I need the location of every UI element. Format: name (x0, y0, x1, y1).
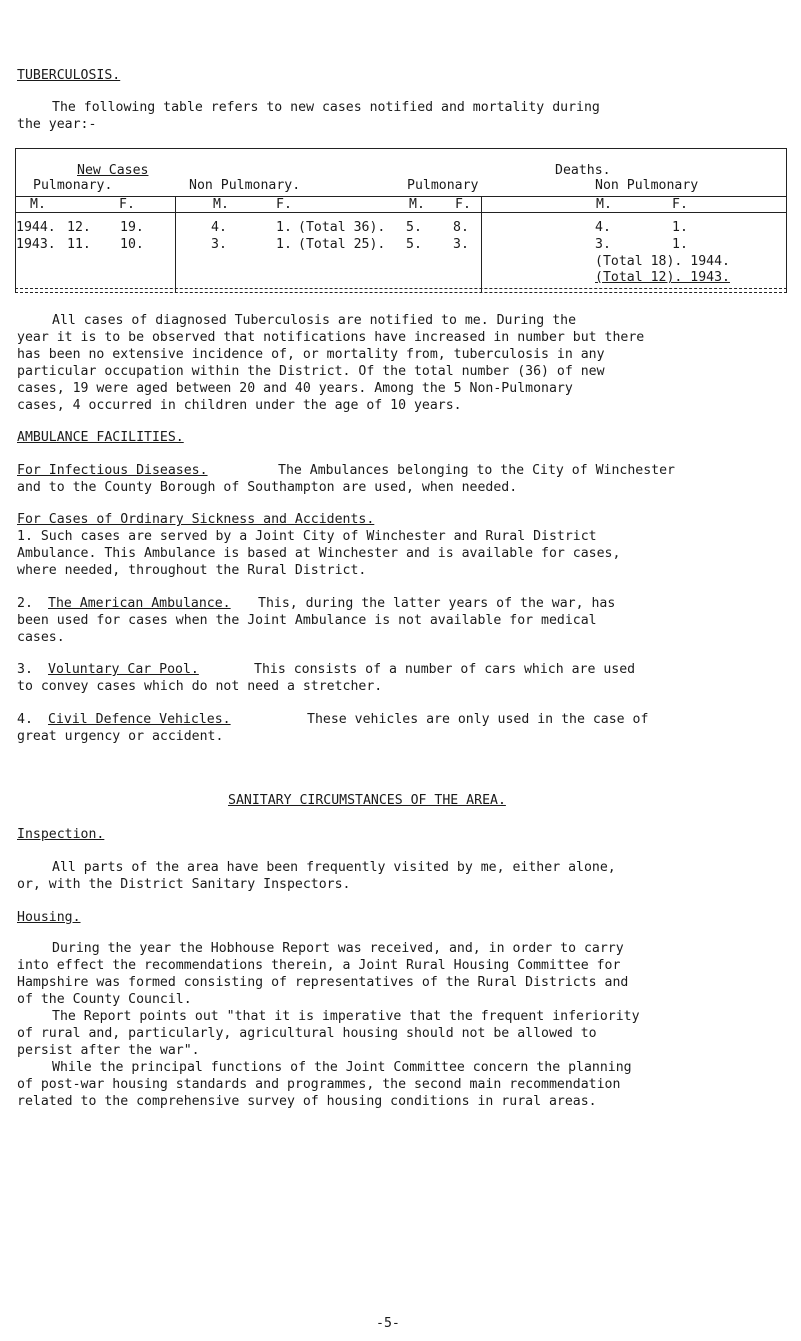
row-1944-nn-m: 4. (211, 220, 227, 235)
p1-line-3: has been no extensive incidence of, or mortality from, tuberculosis in any (17, 347, 605, 362)
header-new-non-pulmonary: Non Pulmonary. (189, 178, 301, 193)
ambulance-heading: AMBULANCE FACILITIES. (17, 430, 184, 445)
p1-line-6: cases, 4 occurred in children under the age of 10 years. (17, 398, 462, 413)
sex-header-f-2: F. (276, 197, 292, 212)
header-new-pulmonary: Pulmonary. (33, 178, 113, 193)
row-1944-year: 1944. (16, 220, 56, 235)
housing-line-10: related to the comprehensive survey of housing conditions in rural areas. (17, 1094, 597, 1109)
item2-line-3: cases. (17, 630, 65, 645)
housing-line-9: of post-war housing standards and programmes, the second main recommendation (17, 1077, 621, 1092)
sex-header-f-4: F. (672, 197, 688, 212)
housing-line-5: The Report points out "that it is imperative that the frequent inferiority (52, 1009, 640, 1024)
housing-line-2: into effect the recommendations therein, a Joint Rural Housing Committee for (17, 958, 621, 973)
header-deaths-non-pulmonary: Non Pulmonary (595, 178, 699, 193)
row-1944-np-f: 19. (120, 220, 144, 235)
sex-header-m-4: M. (596, 197, 612, 212)
header-new-cases: New Cases (77, 163, 149, 178)
row-1943-dp-m: 5. (406, 237, 422, 252)
tuberculosis-table (15, 148, 787, 302)
inspection-line-1: All parts of the area have been frequently visited by me, either alone, (52, 860, 616, 875)
row-1943-nn-f: 1. (276, 237, 292, 252)
p1-line-1: All cases of diagnosed Tuberculosis are notified to me. During the (52, 313, 577, 328)
header-deaths-pulmonary: Pulmonary (407, 178, 479, 193)
sex-header-f-3: F. (455, 197, 471, 212)
housing-heading: Housing. (17, 910, 81, 925)
row-1943-np-m: 11. (67, 237, 91, 252)
item3-label: Voluntary Car Pool. (48, 662, 199, 677)
item1-line-2: Ambulance. This Ambulance is based at Winchester and is available for cases, (17, 546, 621, 561)
row-1943-np-f: 10. (120, 237, 144, 252)
housing-line-3: Hampshire was formed consisting of representatives of the Rural Districts and (17, 975, 629, 990)
item4-line-2: great urgency or accident. (17, 729, 224, 744)
infectious-line-2: and to the County Borough of Southampton are used, when needed. (17, 480, 518, 495)
row-1944-np-m: 12. (67, 220, 91, 235)
table-bottom-rule-2 (15, 292, 787, 293)
table-bottom-rule (15, 288, 787, 289)
header-deaths: Deaths. (555, 163, 611, 178)
sex-header-m-1: M. (30, 197, 46, 212)
row-1944-nn-f: 1. (276, 220, 292, 235)
item2-label: The American Ambulance. (48, 596, 231, 611)
item3-line-1: This consists of a number of cars which are used (254, 662, 636, 677)
item1-line-1: 1. Such cases are served by a Joint City of Winchester and Rural District (17, 529, 597, 544)
housing-line-1: During the year the Hobhouse Report was received, and, in order to carry (52, 941, 624, 956)
item2-line-2: been used for cases when the Joint Ambulance is not available for medical (17, 613, 597, 628)
ordinary-label: For Cases of Ordinary Sickness and Accidents. (17, 512, 375, 527)
item2-number: 2. (17, 596, 33, 611)
infectious-label: For Infectious Diseases. (17, 463, 208, 478)
row-1944-dn-m: 4. (595, 220, 611, 235)
item4-number: 4. (17, 712, 33, 727)
housing-line-7: persist after the war". (17, 1043, 200, 1058)
intro-line-2: the year:- (17, 117, 97, 132)
row-1944-dp-f: 8. (453, 220, 469, 235)
sex-header-m-3: M. (409, 197, 425, 212)
housing-line-6: of rural and, particularly, agricultural housing should not be allowed to (17, 1026, 597, 1041)
item4-line-1: These vehicles are only used in the case of (307, 712, 649, 727)
item2-line-1: This, during the latter years of the war, has (258, 596, 616, 611)
p1-line-4: particular occupation within the District. Of the total number (36) of new (17, 364, 605, 379)
infectious-line-1: The Ambulances belonging to the City of Winchester (278, 463, 675, 478)
table-top-rule (15, 148, 787, 149)
page-number: -5- (376, 1316, 400, 1331)
table-col-divider-1 (175, 196, 176, 292)
row-1943-dn-m: 3. (595, 237, 611, 252)
item4-label: Civil Defence Vehicles. (48, 712, 231, 727)
row-1944-dn-f: 1. (672, 220, 688, 235)
sanitary-heading: SANITARY CIRCUMSTANCES OF THE AREA. (228, 793, 506, 808)
p1-line-5: cases, 19 were aged between 20 and 40 years. Among the 5 Non-Pulmonary (17, 381, 573, 396)
housing-line-8: While the principal functions of the Joint Committee concern the planning (52, 1060, 632, 1075)
table-right-border (786, 148, 787, 292)
row-1944-nn-total: (Total 36). (298, 220, 386, 235)
inspection-line-2: or, with the District Sanitary Inspectors. (17, 877, 351, 892)
inspection-heading: Inspection. (17, 827, 105, 842)
table-col-divider-2 (481, 196, 482, 292)
sex-header-f-1: F. (119, 197, 135, 212)
item3-line-2: to convey cases which do not need a stretcher. (17, 679, 383, 694)
intro-line-1: The following table refers to new cases notified and mortality during (52, 100, 600, 115)
row-1944-dp-m: 5. (406, 220, 422, 235)
row-1943-nn-m: 3. (211, 237, 227, 252)
p1-line-2: year it is to be observed that notifications have increased in number but there (17, 330, 645, 345)
row-1943-year: 1943. (16, 237, 56, 252)
deaths-total-1944: (Total 18). 1944. (595, 254, 730, 269)
section-title: TUBERCULOSIS. (17, 68, 121, 83)
item1-line-3: where needed, throughout the Rural District. (17, 563, 367, 578)
row-1943-dn-f: 1. (672, 237, 688, 252)
housing-line-4: of the County Council. (17, 992, 192, 1007)
sex-header-m-2: M. (213, 197, 229, 212)
row-1943-nn-total: (Total 25). (298, 237, 386, 252)
deaths-total-1943: (Total 12). 1943. (595, 270, 730, 285)
row-1943-dp-f: 3. (453, 237, 469, 252)
item3-number: 3. (17, 662, 33, 677)
